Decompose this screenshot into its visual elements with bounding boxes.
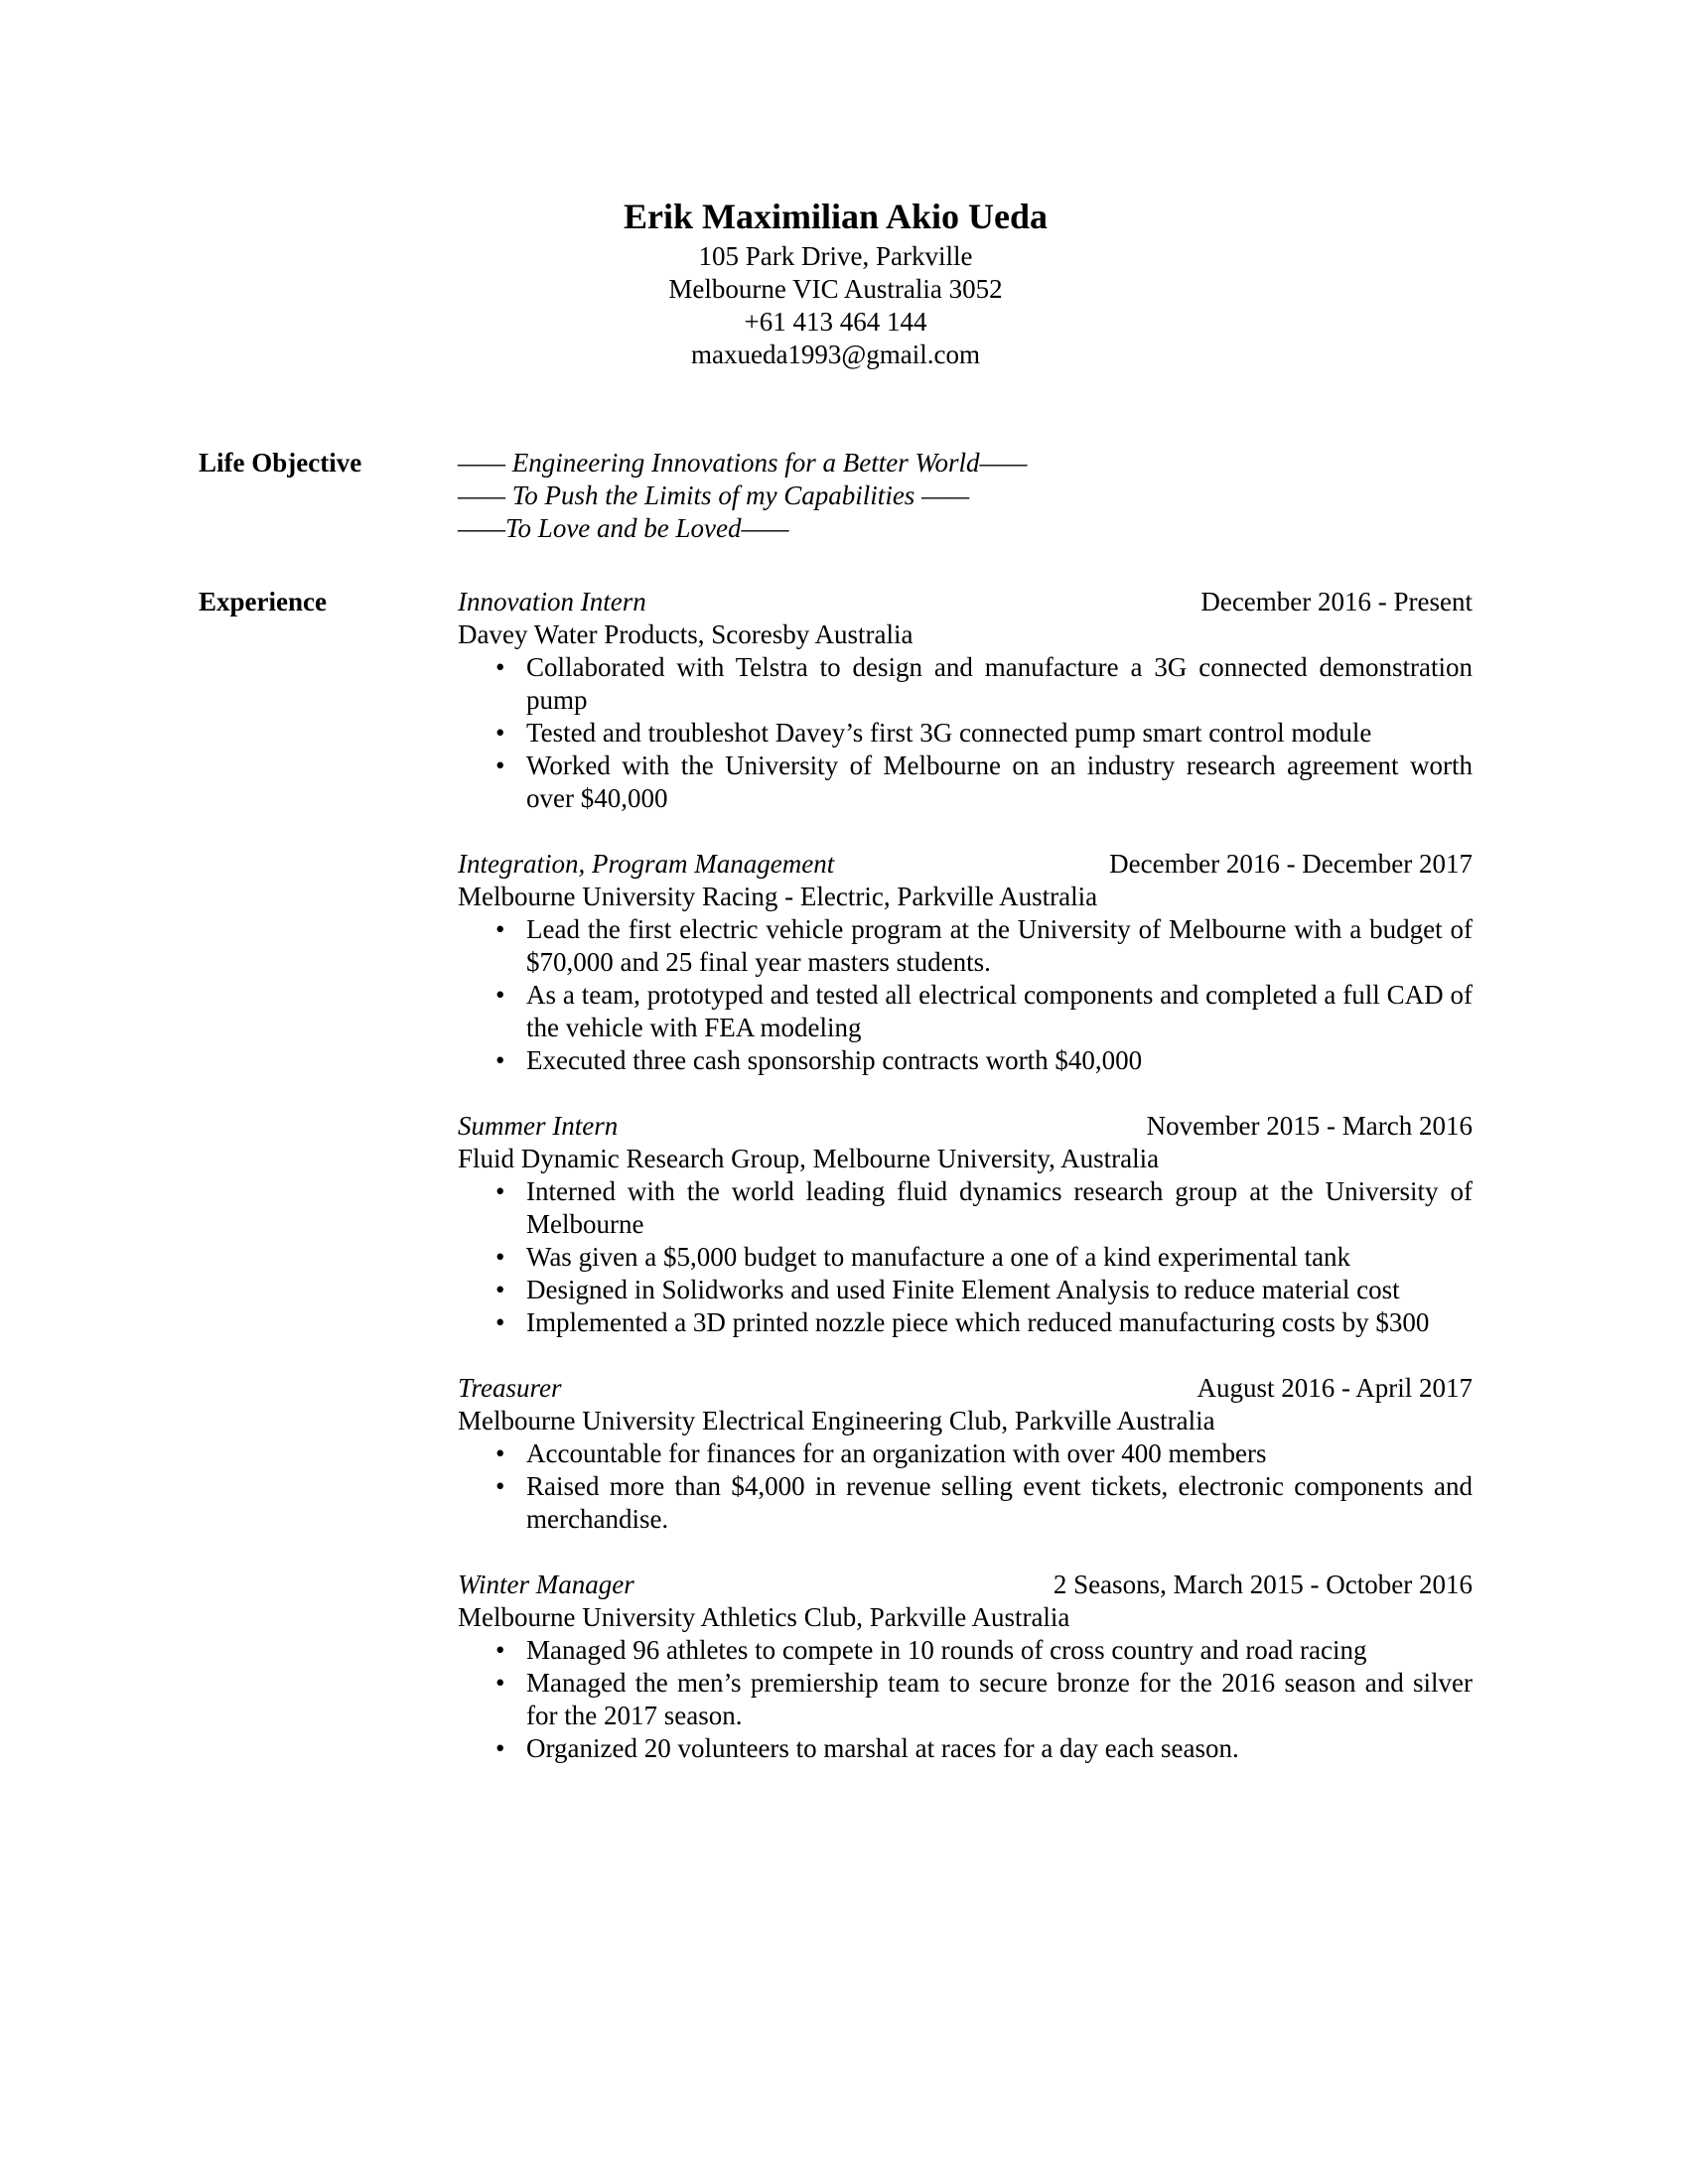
bullet-item: • Designed in Solidworks and used Finite Element Analysis to reduce material cost	[526, 1274, 1473, 1306]
bullet-item: • Lead the first electric vehicle program at the University of Melbourne with a budget of $70,000 and 25 final year masters students.	[526, 913, 1473, 979]
experience-content	[458, 586, 1473, 1765]
address-line-1: 105 Park Drive, Parkville	[698, 241, 973, 271]
bullet-item: • Interned with the world leading fluid dynamics research group at the University of Melbourne	[526, 1175, 1473, 1241]
email-address: maxueda1993@gmail.com	[690, 340, 981, 369]
section-life-objective	[199, 447, 1473, 545]
job-title: Innovation Intern	[458, 587, 646, 616]
job-bullet-list	[458, 1437, 1473, 1536]
job-dates: November 2015 - March 2016	[1146, 1111, 1473, 1141]
person-name: Erik Maximilian Akio Ueda	[623, 197, 1049, 236]
job-title: Winter Manager	[458, 1570, 634, 1599]
objective-line: ——To Love and be Loved——	[458, 513, 789, 543]
job-bullet-list	[458, 1634, 1473, 1765]
bullet-item: • Organized 20 volunteers to marshal at races for a day each season.	[526, 1732, 1473, 1765]
job-dates: December 2016 - Present	[1200, 587, 1473, 616]
job-dates: 2 Seasons, March 2015 - October 2016	[1053, 1570, 1473, 1599]
life-objective-label: Life Objective	[199, 448, 362, 478]
address-line-2: Melbourne VIC Australia 3052	[668, 274, 1003, 304]
bullet-item: • Implemented a 3D printed nozzle piece which reduced manufacturing costs by $300	[526, 1306, 1473, 1339]
job-title: Integration, Program Management	[458, 849, 835, 879]
job-bullet-list	[458, 651, 1473, 815]
job-innovation-intern	[458, 586, 1473, 815]
bullet-item: • Worked with the University of Melbourne on an industry research agreement worth over $40,000	[526, 750, 1473, 815]
resume-header	[199, 197, 1473, 371]
job-company: Melbourne University Electrical Engineering Club, Parkville Australia	[458, 1406, 1215, 1435]
phone-number: +61 413 464 144	[744, 307, 927, 337]
job-company: Melbourne University Racing - Electric, Parkville Australia	[458, 882, 1098, 911]
job-head	[458, 848, 1473, 881]
job-summer-intern	[458, 1110, 1473, 1339]
bullet-item: • Was given a $5,000 budget to manufacture a one of a kind experimental tank	[526, 1241, 1473, 1274]
job-dates: December 2016 - December 2017	[1109, 849, 1473, 879]
job-treasurer	[458, 1372, 1473, 1536]
job-company: Fluid Dynamic Research Group, Melbourne University, Australia	[458, 1144, 1160, 1173]
bullet-item: • Accountable for finances for an organization with over 400 members	[526, 1437, 1473, 1470]
job-head	[458, 1372, 1473, 1405]
job-bullet-list	[458, 913, 1473, 1077]
bullet-item: • Raised more than $4,000 in revenue selling event tickets, electronic components and merchandise.	[526, 1470, 1473, 1536]
experience-label: Experience	[199, 587, 327, 616]
bullet-item: • Managed the men’s premiership team to secure bronze for the 2016 season and silver for the 2017 season.	[526, 1667, 1473, 1732]
job-company: Davey Water Products, Scoresby Australia	[458, 619, 914, 649]
job-company: Melbourne University Athletics Club, Parkville Australia	[458, 1602, 1070, 1632]
job-title: Summer Intern	[458, 1111, 619, 1141]
job-head	[458, 1110, 1473, 1143]
section-experience	[199, 586, 1473, 1765]
bullet-item: • Executed three cash sponsorship contracts worth $40,000	[526, 1044, 1473, 1077]
bullet-item: • Managed 96 athletes to compete in 10 rounds of cross country and road racing	[526, 1634, 1473, 1667]
job-integration-program-management	[458, 848, 1473, 1077]
job-head	[458, 586, 1473, 618]
objective-line: —— To Push the Limits of my Capabilities ——	[458, 480, 970, 510]
job-title: Treasurer	[458, 1373, 562, 1403]
job-head	[458, 1569, 1473, 1601]
bullet-item: • As a team, prototyped and tested all electrical components and completed a full CAD of the vehicle with FEA modeling	[526, 979, 1473, 1044]
bullet-item: • Collaborated with Telstra to design and manufacture a 3G connected demonstration pump	[526, 651, 1473, 717]
objective-line: —— Engineering Innovations for a Better World——	[458, 448, 1028, 478]
life-objective-content	[458, 447, 1473, 545]
job-dates: August 2016 - April 2017	[1196, 1373, 1473, 1403]
job-bullet-list	[458, 1175, 1473, 1339]
job-winter-manager	[458, 1569, 1473, 1765]
bullet-item: • Tested and troubleshot Davey’s first 3G connected pump smart control module	[526, 717, 1473, 750]
